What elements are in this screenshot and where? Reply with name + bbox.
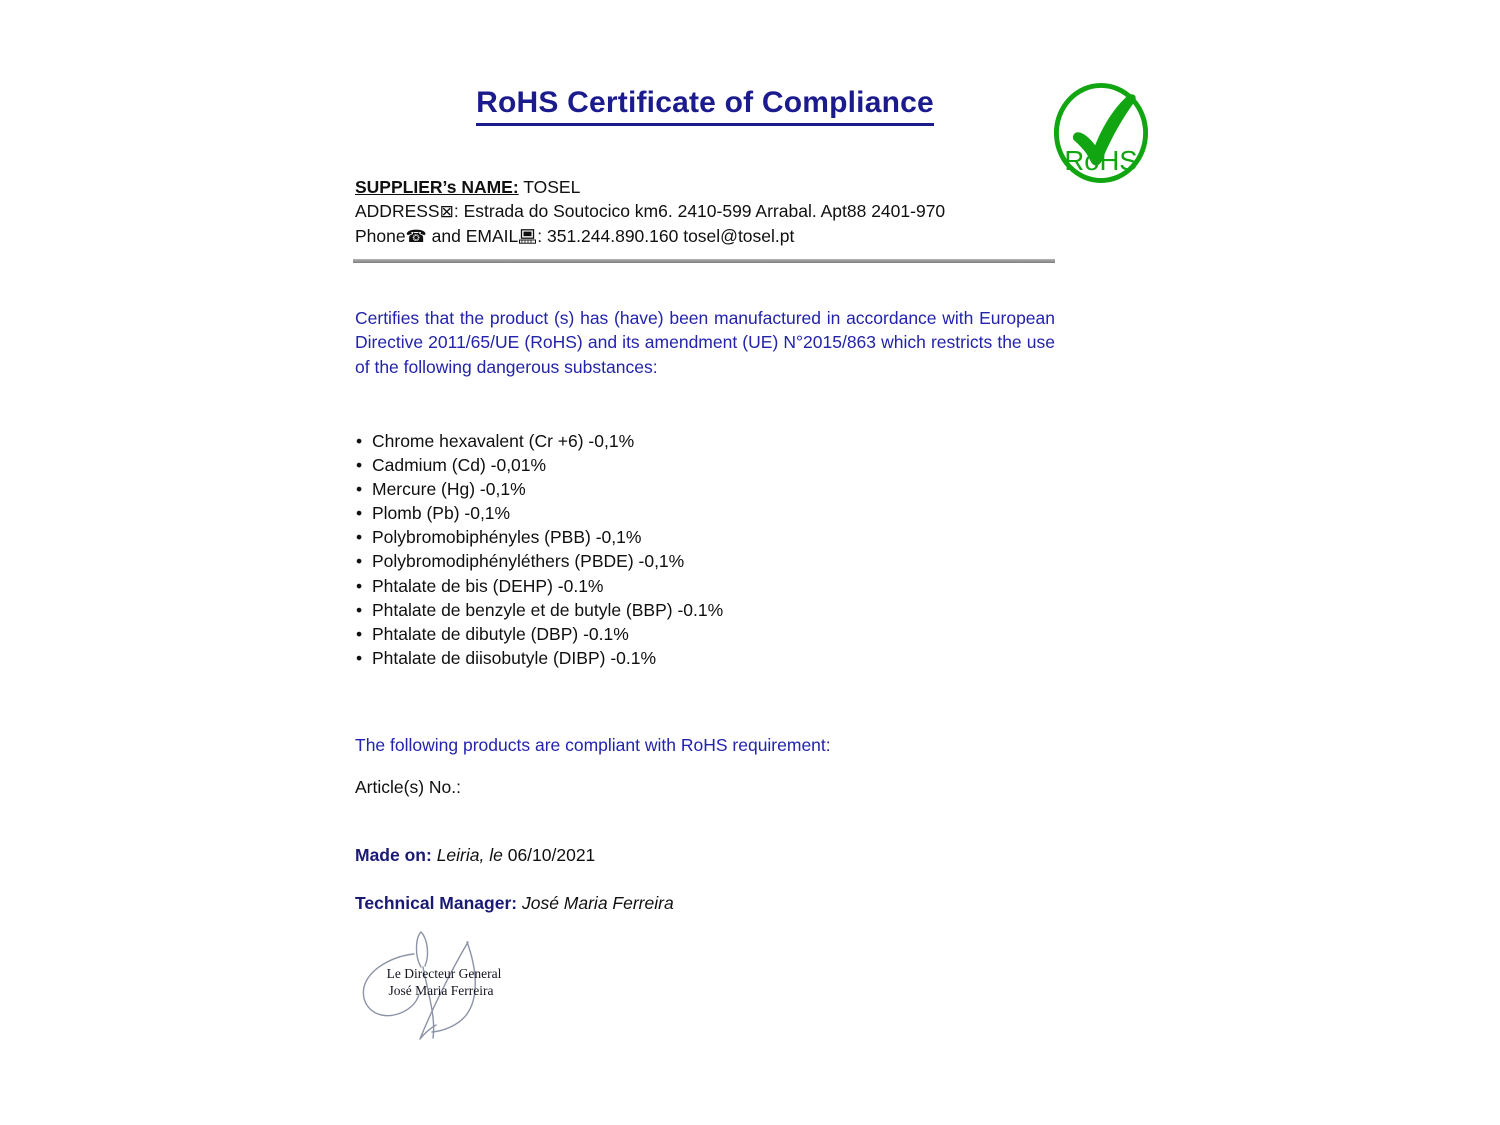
list-item: • Chrome hexavalent (Cr +6) -0,1%	[355, 429, 723, 453]
article-number-label: Article(s) No.:	[355, 777, 461, 797]
phone-label: Phone	[355, 226, 406, 246]
made-on-date: 06/10/2021	[502, 845, 596, 865]
list-item: • Polybromobiphényles (PBB) -0,1%	[355, 525, 723, 549]
made-on-label: Made on:	[355, 845, 432, 865]
made-on-place: Leiria, le	[436, 845, 503, 865]
made-on-line	[355, 845, 595, 866]
list-item: • Mercure (Hg) -0,1%	[355, 477, 723, 501]
list-item: • Phtalate de benzyle et de butyle (BBP) -0.1%	[355, 598, 723, 622]
contact-value: : 351.244.890.160 tosel@tosel.pt	[537, 226, 795, 246]
list-item: • Plomb (Pb) -0,1%	[355, 501, 723, 525]
address-value: : Estrada do Soutocico km6. 2410-599 Arrabal. Apt88 2401-970	[453, 201, 946, 221]
list-item: • Cadmium (Cd) -0,01%	[355, 453, 723, 477]
page-title: RoHS Certificate of Compliance	[476, 86, 934, 126]
rohs-check-icon	[1052, 80, 1150, 186]
technical-manager-line	[355, 893, 674, 914]
address-label: ADDRESS	[355, 201, 440, 221]
supplier-name-label: SUPPLIER’s NAME:	[355, 177, 519, 197]
list-item: • Phtalate de diisobutyle (DIBP) -0.1%	[355, 646, 723, 670]
restricted-substances-list	[355, 429, 723, 670]
supplier-address-line	[355, 199, 945, 224]
compliance-statement: The following products are compliant with RoHS requirement:	[355, 735, 831, 755]
supplier-contact-line	[355, 224, 945, 249]
signature-name: José Maria Ferreira	[388, 983, 494, 998]
horizontal-divider	[353, 259, 1055, 263]
list-item: • Phtalate de bis (DEHP) -0.1%	[355, 574, 723, 598]
rohs-logo	[1052, 80, 1150, 186]
document-header	[355, 86, 1055, 126]
envelope-icon: ⊠	[439, 202, 454, 222]
rohs-logo-label: RoHS	[1064, 145, 1138, 177]
signature-block	[356, 921, 516, 1066]
computer-icon	[519, 229, 536, 244]
supplier-name-value: TOSEL	[518, 177, 581, 197]
technical-manager-label: Technical Manager:	[355, 893, 518, 913]
signature-title: Le Directeur General	[386, 966, 502, 981]
certification-paragraph: Certifies that the product (s) has (have) been manufactured in accordance with European Directive 2011/65/UE (RoHS) and its amendment (UE) N°2015/863 which restricts the use of the following dangerous substances:	[355, 308, 1055, 377]
list-item: • Polybromodiphényléthers (PBDE) -0,1%	[355, 549, 723, 573]
email-label: and EMAIL	[426, 226, 519, 246]
supplier-block	[355, 175, 945, 249]
technical-manager-name: José Maria Ferreira	[521, 893, 674, 913]
supplier-name-line	[355, 175, 945, 199]
phone-icon: ☎	[405, 227, 427, 247]
list-item: • Phtalate de dibutyle (DBP) -0.1%	[355, 622, 723, 646]
signature-icon	[356, 921, 516, 1066]
